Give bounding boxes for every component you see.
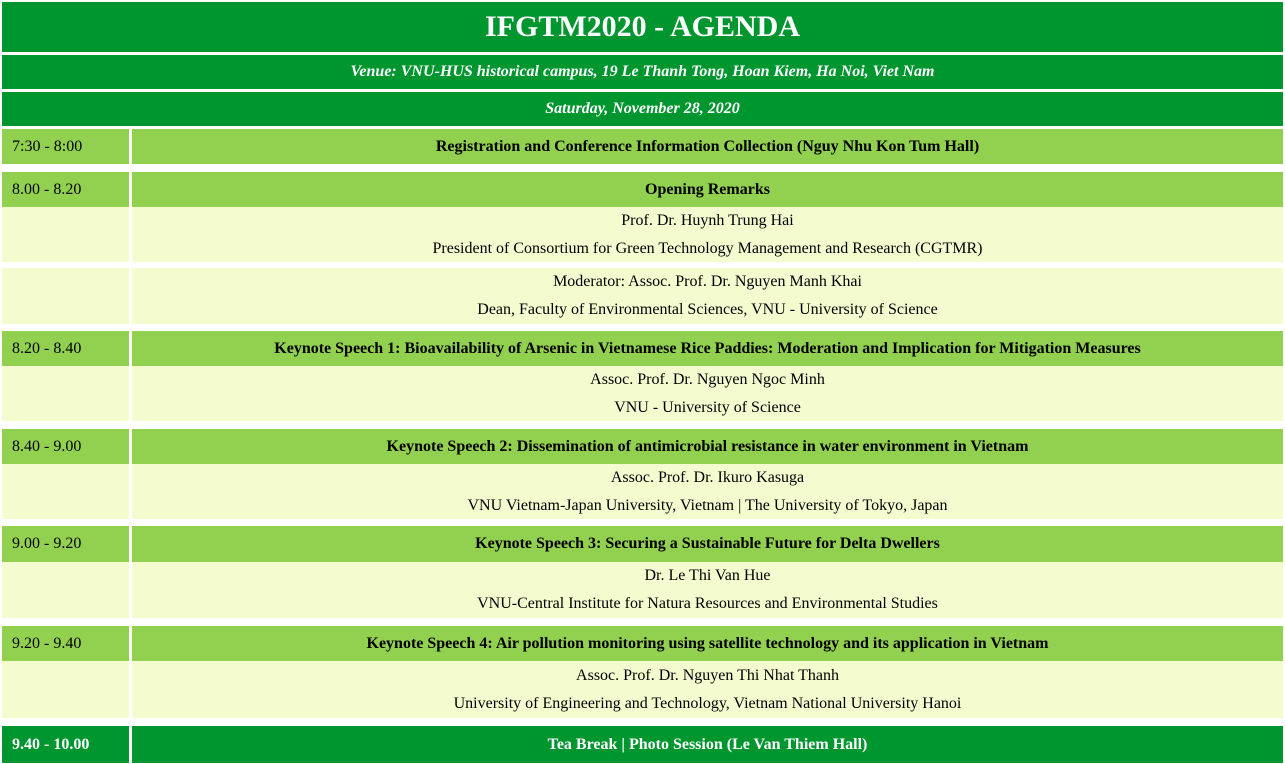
- time-cell: 8.40 - 9.00: [2, 429, 129, 464]
- session-title: Tea Break | Photo Session (Le Van Thiem Hall): [132, 726, 1283, 763]
- speaker-cell: [132, 562, 1283, 618]
- speaker-affiliation: President of Consortium for Green Technology Management and Research (CGTMR): [432, 239, 983, 257]
- speaker-cell: [132, 464, 1283, 519]
- moderator-affiliation: Dean, Faculty of Environmental Sciences, VNU - University of Science: [477, 301, 938, 318]
- agenda-title: IFGTM2020 - AGENDA: [2, 2, 1283, 52]
- moderator-cell: [132, 268, 1283, 324]
- time-cell: 9.00 - 9.20: [2, 526, 129, 562]
- empty-time-cell: [2, 366, 129, 421]
- speaker-affiliation: VNU Vietnam-Japan University, Vietnam | The University of Tokyo, Japan: [467, 496, 948, 514]
- time-cell: 7:30 - 8:00: [2, 129, 129, 164]
- speaker-affiliation: VNU - University of Science: [614, 398, 801, 416]
- session-title: Keynote Speech 2: Dissemination of antimicrobial resistance in water environment in Vietnam: [132, 429, 1283, 464]
- time-cell: 8.20 - 8.40: [2, 331, 129, 366]
- speaker-cell: [132, 661, 1283, 718]
- session-title: Registration and Conference Information Collection (Nguy Nhu Kon Tum Hall): [132, 129, 1283, 164]
- session-title: Keynote Speech 3: Securing a Sustainable Future for Delta Dwellers: [132, 526, 1283, 562]
- speaker-name: Assoc. Prof. Dr. Nguyen Thi Nhat Thanh: [576, 666, 839, 684]
- time-cell: 8.00 - 8.20: [2, 172, 129, 207]
- empty-time-cell: [2, 661, 129, 718]
- speaker-affiliation: VNU-Central Institute for Natura Resources and Environmental Studies: [477, 595, 938, 612]
- speaker-affiliation: University of Engineering and Technology, Vietnam National University Hanoi: [453, 694, 962, 712]
- venue-line: Venue: VNU-HUS historical campus, 19 Le Thanh Tong, Hoan Kiem, Ha Noi, Viet Nam: [2, 55, 1283, 89]
- speaker-name: Assoc. Prof. Dr. Ikuro Kasuga: [610, 468, 805, 486]
- speaker-cell: [132, 366, 1283, 421]
- speaker-name: Assoc. Prof. Dr. Nguyen Ngoc Minh: [590, 370, 825, 388]
- empty-time-cell: [2, 207, 129, 262]
- speaker-name: Dr. Le Thi Van Hue: [644, 567, 771, 584]
- speaker-cell: [132, 207, 1283, 262]
- moderator-name: Moderator: Assoc. Prof. Dr. Nguyen Manh Khai: [553, 273, 862, 290]
- empty-time-cell: [2, 562, 129, 618]
- session-title: Keynote Speech 4: Air pollution monitoring using satellite technology and its application in Vietnam: [132, 626, 1283, 661]
- session-title: Opening Remarks: [132, 172, 1283, 207]
- empty-time-cell: [2, 268, 129, 324]
- time-cell: 9.40 - 10.00: [2, 726, 129, 763]
- session-title: Keynote Speech 1: Bioavailability of Arsenic in Vietnamese Rice Paddies: Moderation and Implication for Mitigation Measures: [132, 331, 1283, 366]
- speaker-name: Prof. Dr. Huynh Trung Hai: [621, 211, 794, 229]
- time-cell: 9.20 - 9.40: [2, 626, 129, 661]
- date-line: Saturday, November 28, 2020: [2, 92, 1283, 126]
- empty-time-cell: [2, 464, 129, 519]
